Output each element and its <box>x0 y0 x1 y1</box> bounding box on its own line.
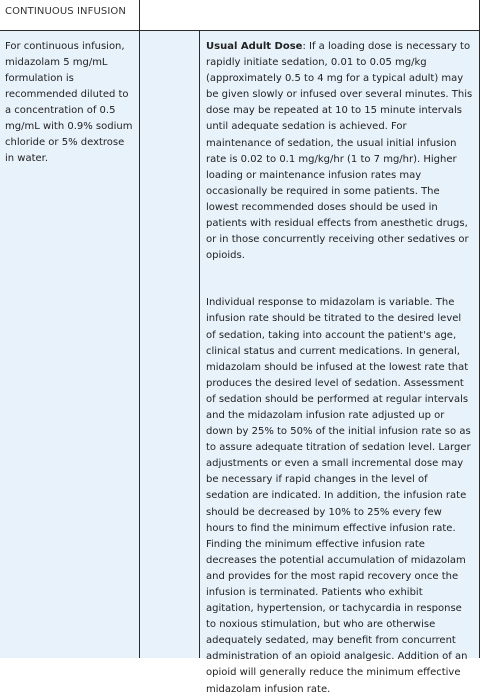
dose-heading: Usual Adult Dose <box>206 41 303 52</box>
individual-response-paragraph: Individual response to midazolam is variable. The infusion rate should be titrated to the desired level of sedation, taking into account the patient's age, clinical status and current medications. In general, midazolam should be infused at the lowest rate that produces the desired level of sedation. Assessment of sedation should be performed at regular intervals and the midazolam infusion rate adjusted up or down by 25% to 50% of the initial infusion rate so as to assure adequate titration of sedation level. Larger adjustments or even a small incremental dose may be necessary if rapid changes in the level of sedation are indicated. In addition, the infusion rate should be decreased by 10% to 25% every few hours to find the minimum effective infusion rate. Finding the minimum effective infusion rate decreases the potential accumulation of midazolam and provides for the most rapid recovery once the infusion is terminated. Patients who exhibit agitation, hypertension, or tachycardia in response to noxious stimulation, but who are otherwise adequately sedated, may benefit from concurrent administration of an opioid analgesic. Addition of an opioid will generally reduce the minimum effective midazolam infusion rate. <box>206 297 471 695</box>
dose-cell <box>200 31 480 695</box>
dose-text: : If a loading dose is necessary to rapidly initiate sedation, 0.01 to 0.05 mg/kg (approximately 0.5 to 4 mg for a typical adult) may be given slowly or infused over several minutes. This dose may be repeated at 10 to 15 minute intervals until adequate sedation is achieved. For maintenance of sedation, the usual initial infusion rate is 0.02 to 0.1 mg/kg/hr (1 to 7 mg/hr). Higher loading or maintenance infusion rates may occasionally be required in some patients. The lowest recommended doses should be used in patients with residual effects from anesthetic drugs, or in those concurrently receiving other sedatives or opioids. <box>206 41 473 262</box>
section-label: CONTINUOUS INFUSION <box>0 0 140 31</box>
preparation-cell: For continuous infusion, midazolam 5 mg/mL formulation is recommended diluted to a concentration of 0.5 mg/mL with 0.9% sodium chloride or 5% dextrose in water. <box>0 31 140 658</box>
table-row <box>0 31 480 695</box>
table-header-row <box>0 0 480 31</box>
header-empty-cell <box>140 0 480 31</box>
blank-cell <box>140 31 200 658</box>
usual-adult-dose-paragraph <box>206 39 473 264</box>
